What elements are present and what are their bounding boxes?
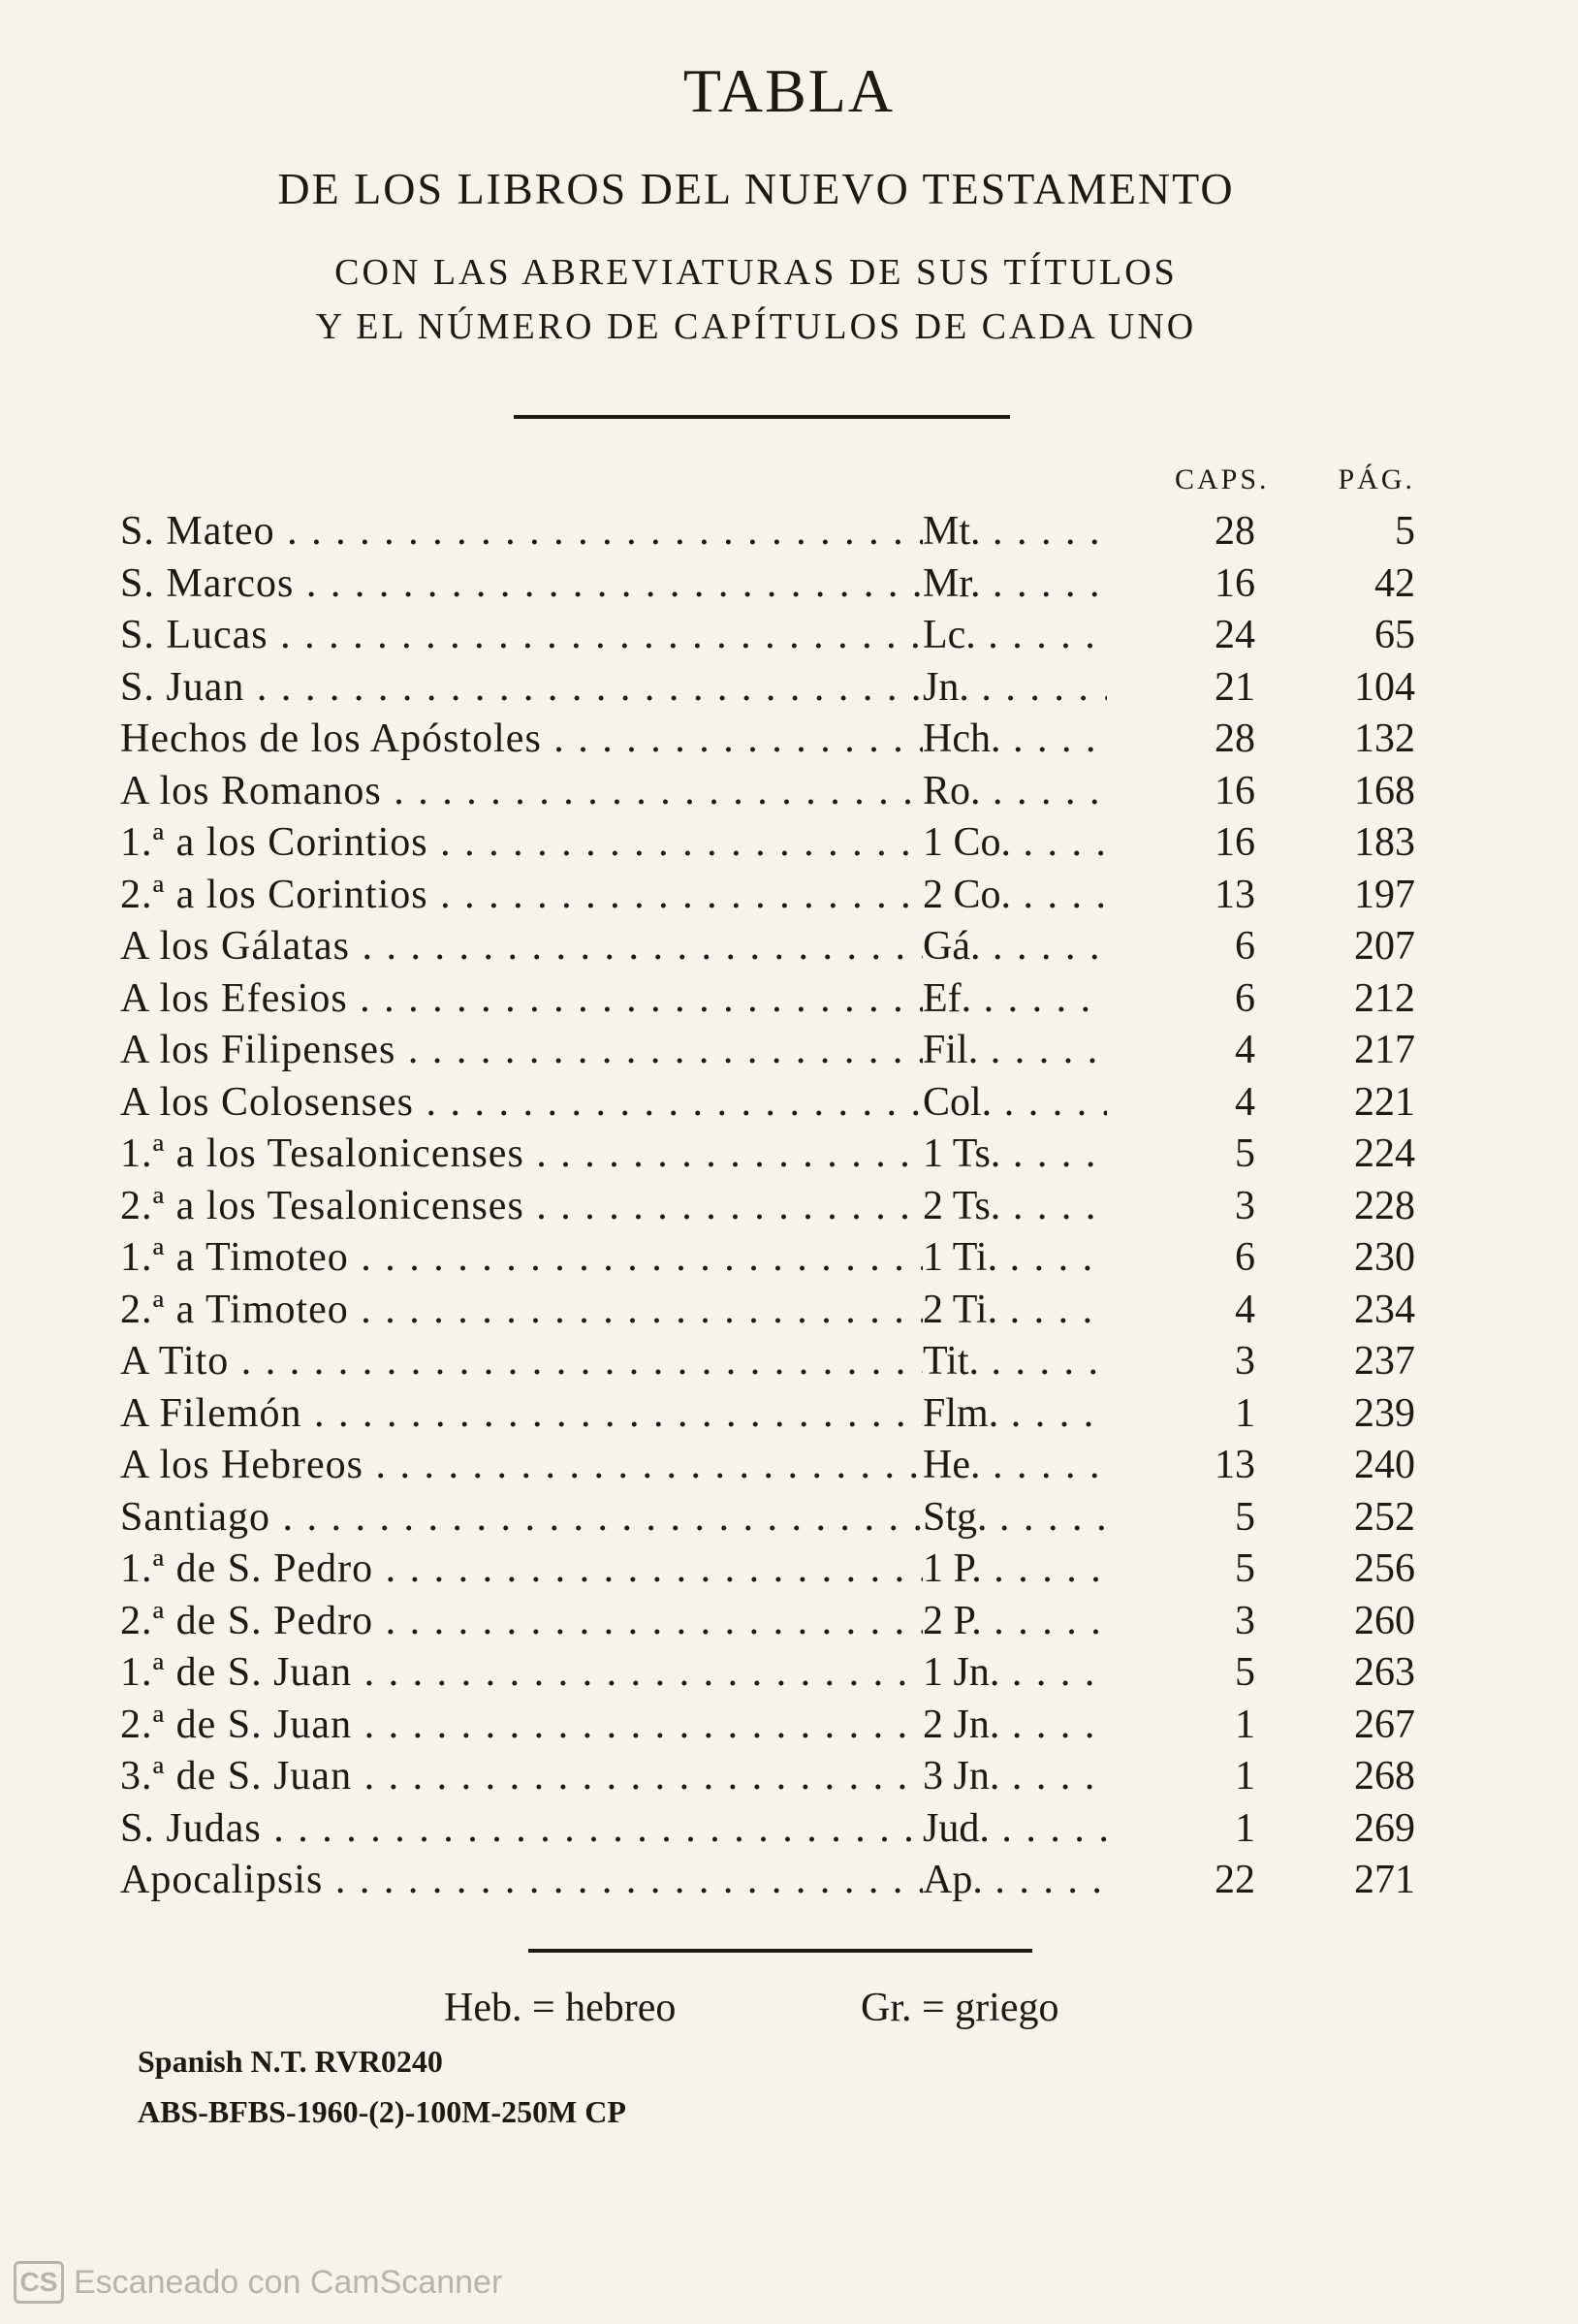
page-number: 239 [1354,1390,1415,1436]
page-number: 230 [1354,1235,1415,1280]
book-abbreviation: Tit. . . . [923,1336,1107,1388]
book-name: 1.ª de S. Juan . . . [120,1647,923,1700]
page-number: 217 [1354,1028,1415,1072]
page-number: 183 [1354,820,1415,865]
page-number: 221 [1354,1079,1415,1125]
chapter-count: 1 [1235,1390,1255,1436]
chapter-count: 22 [1215,1858,1255,1902]
page-number: 260 [1354,1598,1415,1643]
book-abbreviation: Ro. . . . [923,766,1107,818]
book-name: S. Juan . . . [120,662,923,715]
book-abbreviation: 1 Co. . . . [923,817,1107,870]
chapter-count: 16 [1215,820,1255,865]
book-name: 2.ª de S. Pedro . . . [120,1596,923,1648]
page-number: 234 [1354,1287,1415,1332]
page-number: 207 [1354,924,1415,969]
table-row [0,1077,1578,1130]
table-row [0,1647,1578,1700]
page-number: 212 [1354,975,1415,1021]
book-name: 2.ª a Timoteo . . . [120,1285,923,1337]
chapter-count: 3 [1235,1339,1255,1384]
table-row [0,1751,1578,1803]
table-row [0,1181,1578,1233]
page-number: 228 [1354,1183,1415,1228]
chapter-count: 6 [1235,1235,1255,1280]
book-name: S. Marcos . . . [120,558,923,611]
book-name: 1.ª a los Tesalonicenses . . . [120,1129,923,1181]
book-name: A los Hebreos . . . [120,1440,923,1492]
book-name: A Filemón . . . [120,1388,923,1441]
chapter-count: 1 [1235,1702,1255,1747]
table-row [0,610,1578,662]
book-name: A los Gálatas . . . [120,921,923,973]
table-row [0,1596,1578,1648]
chapter-count: 21 [1215,664,1255,710]
book-name: 1.ª de S. Pedro . . . [120,1544,923,1596]
book-abbreviation: 1 Jn. . . . [923,1647,1107,1700]
book-abbreviation: Jn. . . . [923,662,1107,715]
book-abbreviation: 2 Co. . . . [923,870,1107,922]
page-number: 256 [1354,1546,1415,1591]
table-row [0,1544,1578,1596]
table-row [0,921,1578,973]
chapter-count: 28 [1215,509,1255,554]
book-name: S. Mateo . . . [120,506,923,558]
chapter-count: 16 [1215,560,1255,606]
legend-greek: Gr. = griego [861,1986,1059,2030]
book-name: 3.ª de S. Juan . . . [120,1751,923,1803]
book-abbreviation: 2 P. . . . [923,1596,1107,1648]
page-number: 65 [1374,613,1415,657]
chapter-count: 13 [1215,1443,1255,1487]
book-abbreviation: He. . . . [923,1440,1107,1492]
table-row [0,1285,1578,1337]
book-name: 1.ª a los Corintios . . . [120,817,923,870]
table-row [0,662,1578,715]
book-abbreviation: Ef. . . . [923,973,1107,1026]
book-abbreviation: Fil. . . . [923,1025,1107,1077]
scanner-watermark [14,2261,502,2304]
page-number: 132 [1354,716,1415,761]
heading-note-line2: Y EL NÚMERO DE CAPÍTULOS DE CADA UNO [315,306,1197,347]
chapter-count: 5 [1235,1546,1255,1591]
chapter-count: 5 [1235,1131,1255,1176]
book-name: S. Lucas . . . [120,610,923,662]
book-name: 2.ª a los Corintios . . . [120,870,923,922]
table-row [0,870,1578,922]
table-row [0,1129,1578,1181]
book-abbreviation: Mt. . . . [923,506,1107,558]
page-number: 224 [1354,1131,1415,1176]
page-number: 267 [1354,1702,1415,1747]
book-name: 1.ª a Timoteo . . . [120,1232,923,1285]
page-number: 269 [1354,1805,1415,1851]
book-abbreviation: 2 Ti. . . . [923,1285,1107,1337]
table-row [0,817,1578,870]
book-name: A los Colosenses . . . [120,1077,923,1130]
bottom-divider [528,1949,1032,1953]
watermark-text: Escaneado con CamScanner [74,2263,503,2301]
table-row [0,1803,1578,1856]
table-row [0,973,1578,1026]
page-number: 5 [1395,509,1415,554]
imprint-line1: Spanish N.T. RVR0240 [138,2044,443,2079]
book-abbreviation: Lc. . . . [923,610,1107,662]
legend-hebrew: Heb. = hebreo [444,1986,677,2030]
column-header-pag: PÁG. [1338,463,1415,495]
chapter-count: 24 [1215,613,1255,657]
book-name: A Tito . . . [120,1336,923,1388]
book-name: S. Judas . . . [120,1803,923,1856]
page-number: 168 [1354,768,1415,813]
books-table [0,506,1578,1907]
page-title: TABLA [682,56,896,125]
table-row [0,1388,1578,1441]
book-name: Hechos de los Apóstoles . . . [120,714,923,766]
book-abbreviation: 3 Jn. . . . [923,1751,1107,1803]
imprint-line2: ABS-BFBS-1960-(2)-100M-250M CP [138,2094,626,2129]
book-abbreviation: 2 Jn. . . . [923,1700,1107,1752]
table-row [0,766,1578,818]
page-number: 104 [1354,664,1415,710]
page-number: 252 [1354,1494,1415,1540]
book-name: Apocalipsis . . . [120,1855,923,1907]
page-number: 42 [1374,560,1415,606]
table-row [0,1232,1578,1285]
table-row [0,1492,1578,1544]
book-abbreviation: Ap. . . . [923,1855,1107,1907]
chapter-count: 13 [1215,872,1255,917]
chapter-count: 4 [1235,1287,1255,1332]
book-name: 2.ª de S. Juan . . . [120,1700,923,1752]
table-row [0,714,1578,766]
table-row [0,1336,1578,1388]
top-divider [514,415,1010,419]
table-row [0,1025,1578,1077]
book-abbreviation: Mr. . . . [923,558,1107,611]
chapter-count: 4 [1235,1028,1255,1072]
chapter-count: 5 [1235,1494,1255,1540]
table-row [0,1440,1578,1492]
book-name: Santiago . . . [120,1492,923,1544]
page-number: 237 [1354,1339,1415,1384]
chapter-count: 4 [1235,1079,1255,1125]
book-abbreviation: Stg. . . . [923,1492,1107,1544]
book-abbreviation: 2 Ts. . . . [923,1181,1107,1233]
chapter-count: 3 [1235,1183,1255,1228]
book-abbreviation: 1 Ti. . . . [923,1232,1107,1285]
book-name: 2.ª a los Tesalonicenses . . . [120,1181,923,1233]
table-row [0,558,1578,611]
chapter-count: 6 [1235,975,1255,1021]
book-abbreviation: Flm. . . . [923,1388,1107,1441]
book-abbreviation: 1 Ts. . . . [923,1129,1107,1181]
chapter-count: 5 [1235,1650,1255,1695]
chapter-count: 16 [1215,768,1255,813]
chapter-count: 28 [1215,716,1255,761]
column-header-caps: CAPS. [1175,463,1270,495]
page-number: 240 [1354,1443,1415,1487]
heading-note-line1: CON LAS ABREVIATURAS DE SUS TÍTULOS [334,252,1178,293]
book-abbreviation: Jud. . . . [923,1803,1107,1856]
page-number: 271 [1354,1858,1415,1902]
table-row [0,1700,1578,1752]
chapter-count: 1 [1235,1805,1255,1851]
chapter-count: 3 [1235,1598,1255,1643]
book-abbreviation: Hch. . . . [923,714,1107,766]
book-abbreviation: Col. . . . [923,1077,1107,1130]
page-subtitle: DE LOS LIBROS DEL NUEVO TESTAMENTO [277,164,1235,213]
page-number: 263 [1354,1650,1415,1695]
book-name: A los Filipenses . . . [120,1025,923,1077]
table-row [0,506,1578,558]
book-abbreviation: 1 P. . . . [923,1544,1107,1596]
chapter-count: 1 [1235,1754,1255,1799]
page-number: 268 [1354,1754,1415,1799]
table-row [0,1855,1578,1907]
chapter-count: 6 [1235,924,1255,969]
book-abbreviation: Gá. . . . [923,921,1107,973]
book-name: A los Efesios . . . [120,973,923,1026]
book-name: A los Romanos . . . [120,766,923,818]
camscanner-logo-icon: CS [14,2261,64,2304]
page-number: 197 [1354,872,1415,917]
